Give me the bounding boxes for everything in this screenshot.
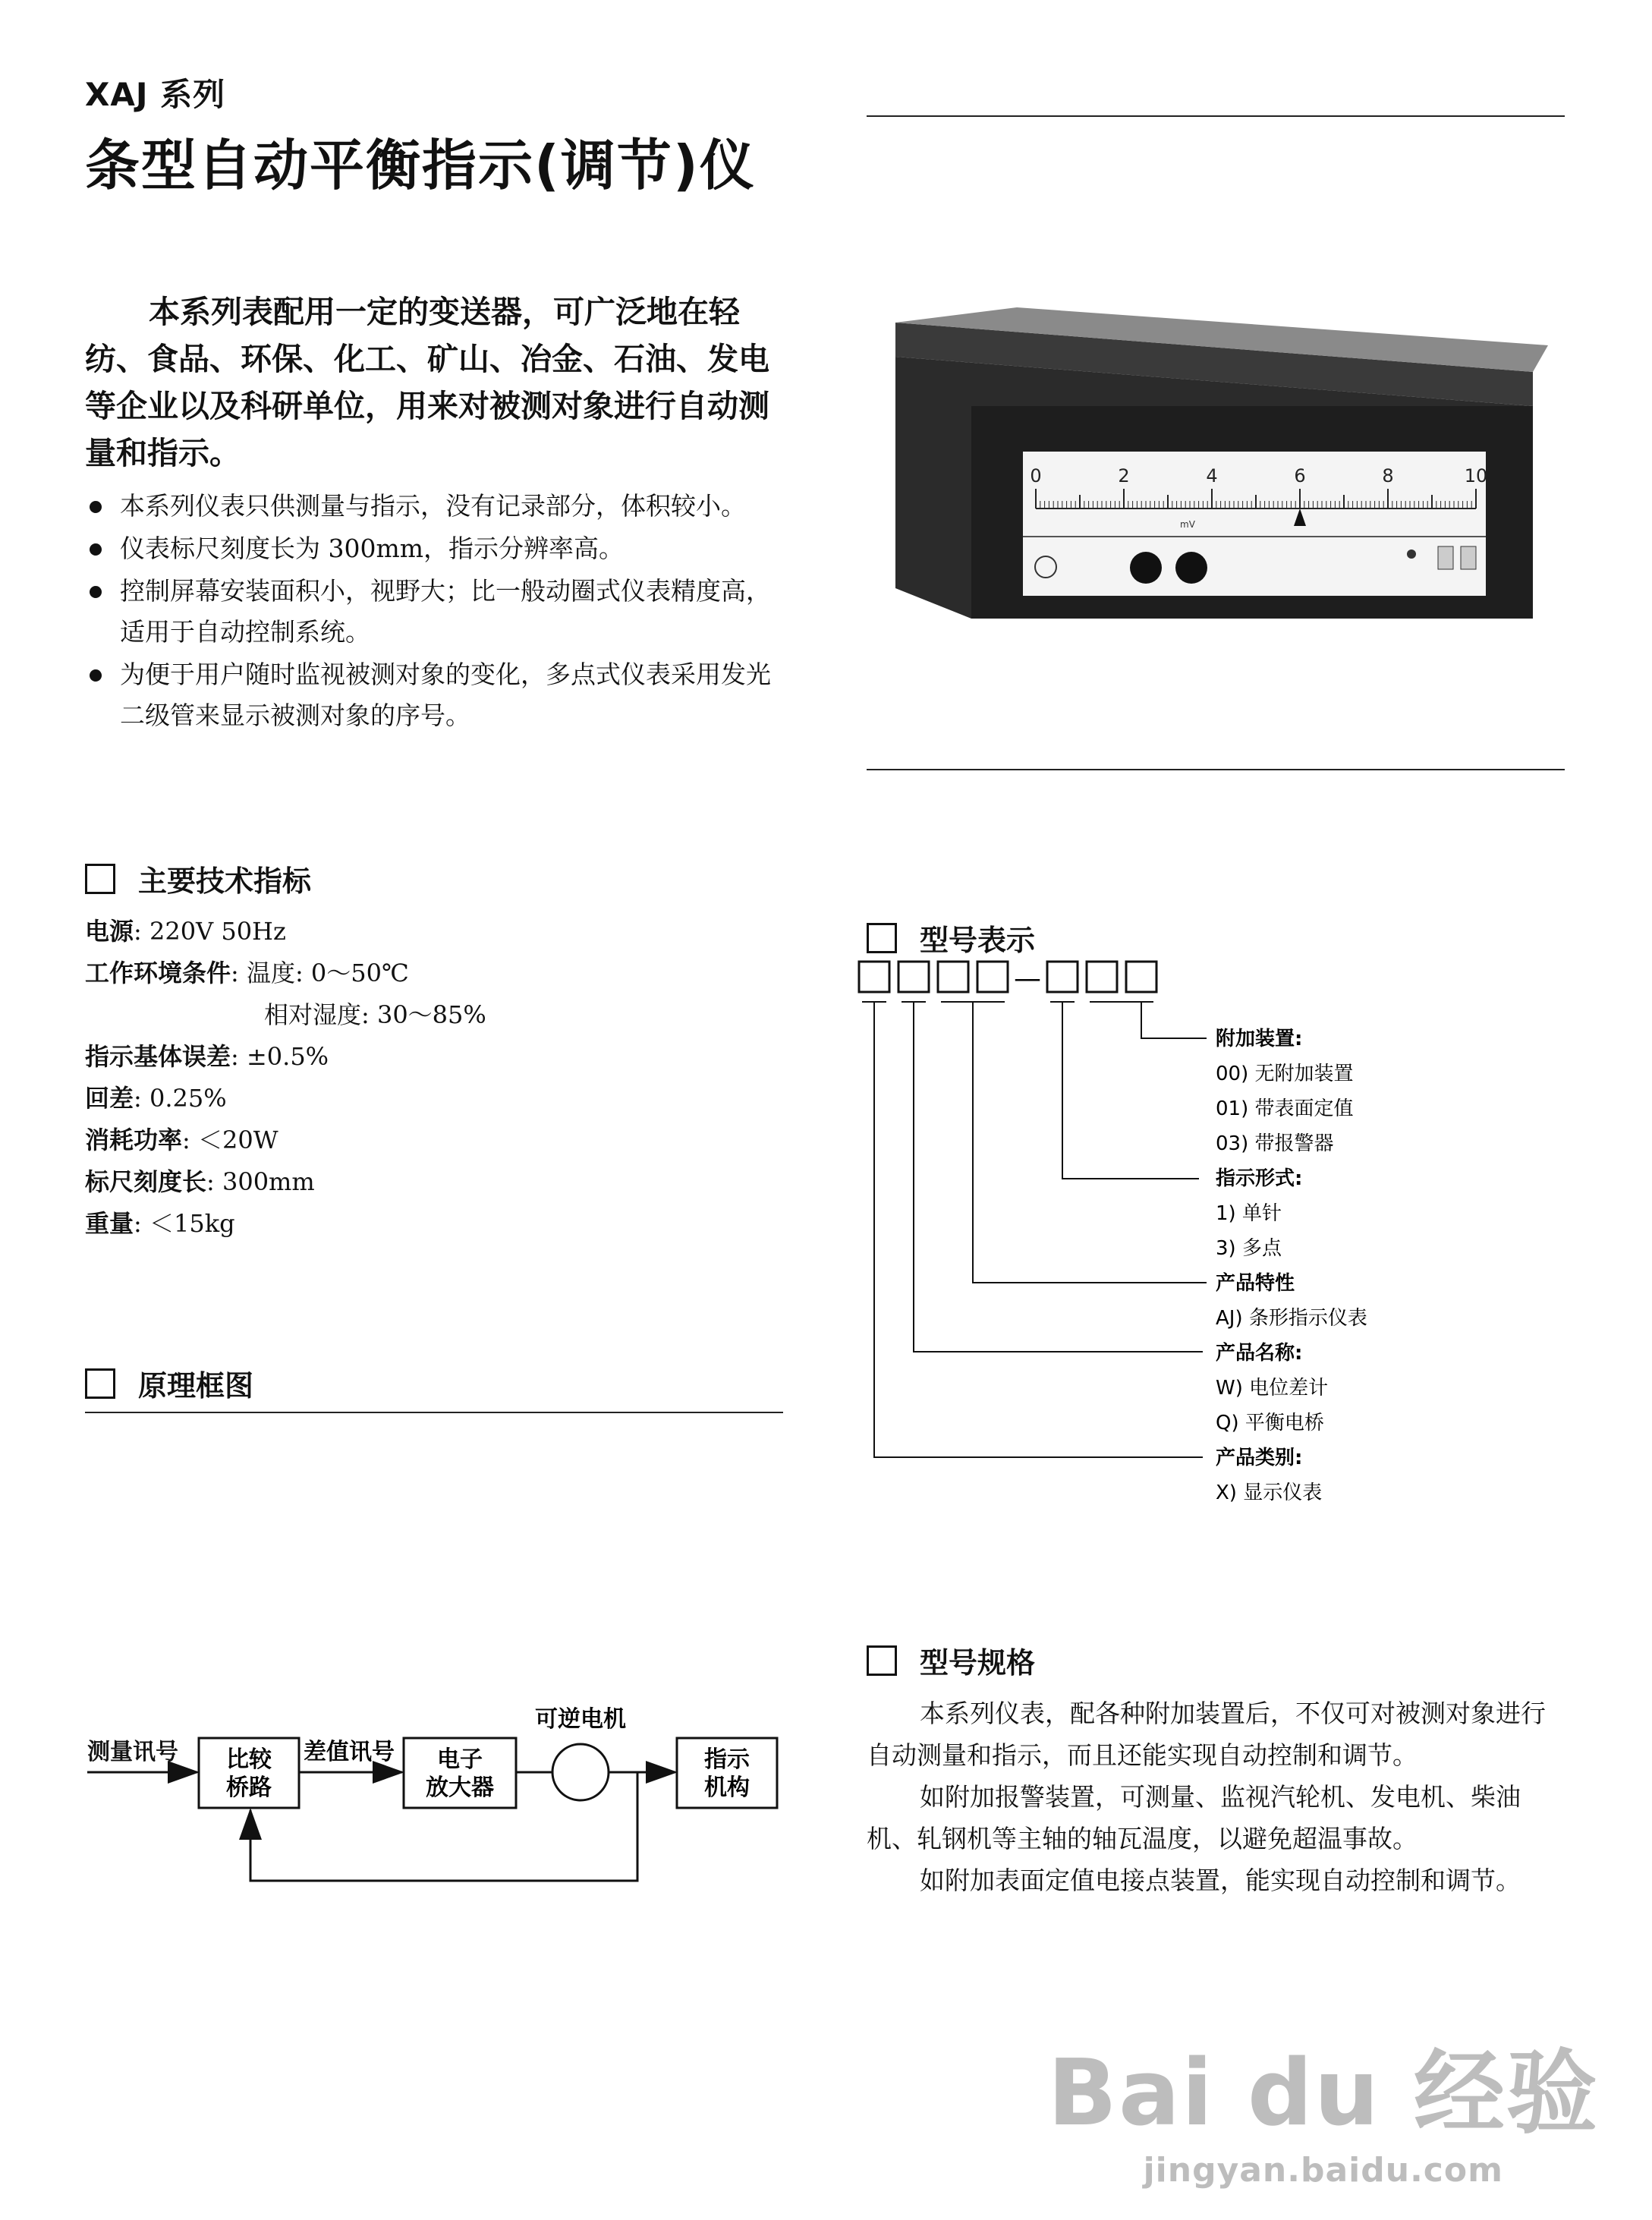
spec-row: 相对湿度: 30～85%	[264, 1000, 486, 1029]
small-switch-icon	[1461, 546, 1476, 569]
watermark-brand: Bai du 经验	[1047, 2041, 1599, 2146]
leader-line-indication	[1062, 1002, 1199, 1179]
top-rule	[867, 115, 1565, 117]
legend-heading: 附加装置:	[1216, 1028, 1303, 1050]
legend-heading: 指示形式:	[1216, 1167, 1303, 1190]
series-label: XAJ 系列	[85, 76, 226, 113]
watermark	[1048, 2020, 1599, 2190]
bullet-dot-icon	[90, 669, 102, 682]
code-box	[859, 962, 889, 992]
code-box	[1126, 962, 1156, 992]
feature-item: 控制屏幕安装面积小，视野大；比一般动圈式仪表精度高，适用于自动控制系统。	[85, 571, 791, 653]
control-knob-right	[1175, 552, 1207, 584]
control-knob-left	[1130, 552, 1162, 584]
unit-mark: mV	[1180, 519, 1195, 530]
indicator-mechanism-label: 机构	[704, 1774, 750, 1801]
indicator-mechanism-label: 指示	[704, 1746, 750, 1773]
code-box	[1047, 962, 1078, 992]
legend-item: Q) 平衡电桥	[1216, 1412, 1324, 1434]
scale-label: 2	[1118, 465, 1130, 487]
legend-item: AJ) 条形指示仪表	[1216, 1307, 1367, 1330]
bullet-dot-icon	[90, 501, 102, 513]
code-box	[938, 962, 968, 992]
code-box	[898, 962, 929, 992]
scale-label: 6	[1294, 465, 1306, 487]
spec-row: 电源: 220V 50Hz	[85, 917, 286, 946]
legend-item: X) 显示仪表	[1216, 1482, 1323, 1504]
legend-item: 1) 单针	[1216, 1202, 1282, 1225]
scale-label: 0	[1030, 465, 1042, 487]
section-box-icon	[85, 864, 115, 894]
scale-label: 4	[1206, 465, 1218, 487]
feature-item: 仪表标尺刻度长为 300mm，指示分辨率高。	[85, 528, 791, 569]
code-dash: —	[1014, 963, 1041, 994]
bullet-dot-icon	[90, 543, 102, 556]
spec-paragraph: 如附加表面定值电接点装置，能实现自动控制和调节。	[920, 1866, 1521, 1895]
model-code-diagram	[857, 960, 1404, 1522]
legend-heading: 产品类别:	[1216, 1447, 1303, 1469]
compare-bridge-label: 比较	[226, 1746, 272, 1773]
spec-row: 工作环境条件: 温度: 0～50℃	[85, 959, 409, 987]
scale-label: 8	[1382, 465, 1394, 487]
spec-section-heading: 型号规格	[867, 1639, 1035, 1681]
legend-item: 03) 带报警器	[1216, 1132, 1334, 1155]
leader-line-accessory	[1141, 1002, 1207, 1038]
instrument-photo	[880, 300, 1563, 634]
spec-paragraph: 如附加报警装置，可测量、监视汽轮机、发电机、柴油机、轧钢机等主轴的轴瓦温度，以避免超温事故。	[867, 1782, 1521, 1853]
model-section-heading: 型号表示	[867, 917, 1035, 959]
amplifier-label: 电子	[437, 1746, 483, 1773]
photo-bottom-rule	[867, 769, 1565, 770]
spec-paragraph: 本系列仪表，配各种附加装置后，不仅可对被测对象进行自动测量和指示，而且还能实现自动控制和调节。	[867, 1699, 1546, 1770]
code-box	[1087, 962, 1117, 992]
spec-row: 消耗功率: ＜20W	[85, 1126, 278, 1154]
leader-line-feature	[973, 1002, 1207, 1283]
legend-item: W) 电位差计	[1216, 1377, 1329, 1400]
reversible-motor	[552, 1744, 609, 1800]
legend-heading: 产品名称:	[1216, 1342, 1303, 1365]
block-diagram	[76, 1685, 797, 1897]
section-box-icon	[85, 1368, 115, 1399]
feature-item: 为便于用户随时监视被测对象的变化，多点式仪表采用发光二级管来显示被测对象的序号。	[85, 654, 791, 736]
spec-row: 指示基体误差: ±0.5%	[85, 1042, 329, 1071]
specs-list	[85, 911, 768, 1245]
intro-paragraph: 本系列表配用一定的变送器，可广泛地在轻纺、食品、环保、化工、矿山、冶金、石油、发电等企业以及科研单位，用来对被测对象进行自动测量和指示。	[85, 294, 769, 471]
legend-heading: 产品特性	[1216, 1272, 1295, 1295]
diagram-section-heading: 原理框图	[85, 1362, 253, 1404]
legend-item: 00) 无附加装置	[1216, 1063, 1354, 1085]
section-box-icon	[867, 923, 897, 953]
spec-row: 重量: ＜15kg	[85, 1209, 235, 1238]
scale-label: 10	[1464, 465, 1488, 487]
spec-row: 回差: 0.25%	[85, 1084, 227, 1113]
page-title: 条型自动平衡指示(调节)仪	[85, 134, 756, 197]
code-box	[977, 962, 1008, 992]
small-switch-icon	[1438, 546, 1453, 569]
watermark-url: jingyan.baidu.com	[1143, 2151, 1503, 2190]
section-box-icon	[867, 1645, 897, 1676]
spec-paragraphs	[867, 1693, 1561, 1901]
compare-bridge-label: 桥路	[226, 1774, 272, 1801]
diagram-rule	[85, 1412, 783, 1413]
difference-signal-label: 差值讯号	[304, 1739, 395, 1765]
input-signal-label: 测量讯号	[87, 1739, 178, 1765]
amplifier-label: 放大器	[426, 1774, 494, 1801]
motor-label: 可逆电机	[535, 1706, 626, 1733]
leader-line-category	[874, 1002, 1203, 1457]
feature-item: 本系列仪表只供测量与指示，没有记录部分，体积较小。	[85, 486, 791, 527]
feature-list	[85, 486, 791, 738]
leader-line-name	[914, 1002, 1203, 1352]
specs-section-heading: 主要技术指标	[85, 858, 311, 899]
legend-item: 01) 带表面定值	[1216, 1097, 1354, 1120]
instrument-face	[1023, 452, 1486, 596]
bullet-dot-icon	[90, 586, 102, 598]
indicator-lamp-icon	[1407, 549, 1416, 559]
spec-row: 标尺刻度长: 300mm	[85, 1167, 315, 1196]
legend-item: 3) 多点	[1216, 1237, 1282, 1260]
